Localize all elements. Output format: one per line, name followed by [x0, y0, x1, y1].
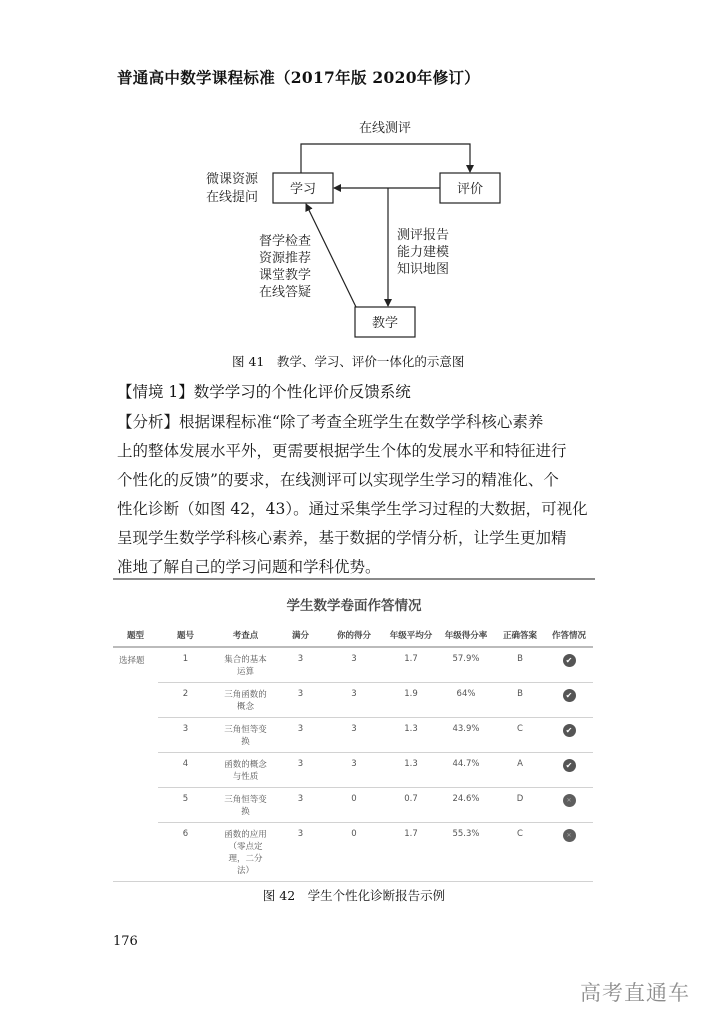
analysis-line: 上的整体发展水平外，更需要根据学生个体的发展水平和特征进行 [117, 442, 567, 460]
grade-rate-cell: 55.3% [437, 823, 495, 882]
online-assessment-arrow [301, 144, 470, 173]
grade-average-cell: 0.7 [385, 788, 437, 823]
figure-42-caption: 图 42 学生个性化诊断报告示例 [262, 888, 446, 903]
answer-status-cell [545, 718, 593, 753]
knowledge-point-line: 理，二分 [228, 854, 263, 864]
knowledge-point-line: 三角恒等变 [224, 795, 267, 805]
question-type-cell [113, 823, 158, 882]
knowledge-point-line: 换 [241, 807, 250, 817]
table-row [113, 683, 593, 718]
column-header: 题型 [113, 624, 158, 647]
knowledge-point-line: 运算 [236, 667, 254, 677]
column-header: 题号 [158, 624, 213, 647]
knowledge-point-line: 法） [236, 866, 254, 876]
learning-side-label-1: 微课资源 [206, 172, 259, 187]
your-score-cell: 0 [323, 788, 385, 823]
report-title: 学生数学卷面作答情况 [286, 598, 422, 614]
your-score-cell: 3 [323, 647, 385, 683]
knowledge-point-line: 三角函数的 [224, 690, 267, 700]
knowledge-point-cell [213, 753, 278, 788]
question-type-cell [113, 753, 158, 788]
column-header: 正确答案 [495, 624, 545, 647]
correct-answer-cell: B [495, 683, 545, 718]
analysis-line: 性化诊断（如图 42，43）。通过采集学生学习过程的大数据，可视化 [117, 500, 588, 518]
grade-average-cell: 1.9 [385, 683, 437, 718]
column-header: 年级平均分 [385, 624, 437, 647]
teaching-to-learning-label-1: 督学检查 [259, 234, 312, 249]
knowledge-point-line: 与性质 [232, 772, 259, 782]
column-header: 你的得分 [323, 624, 385, 647]
online-assessment-label: 在线测评 [358, 121, 412, 136]
incorrect-icon: ✕ [563, 794, 576, 807]
knowledge-point-line: （零点定 [228, 842, 263, 852]
grade-average-cell: 1.7 [385, 823, 437, 882]
situation-label: 【情境 1】 [117, 383, 194, 401]
knowledge-point-cell [213, 823, 278, 882]
check-circle-icon: ✔ [563, 689, 576, 702]
question-type-cell: 选择题 [119, 656, 145, 666]
learning-node-label: 学习 [289, 182, 317, 197]
correct-answer-cell: C [495, 718, 545, 753]
column-header: 作答情况 [545, 624, 593, 647]
question-number-cell: 3 [158, 718, 213, 753]
teaching-learning-evaluation-diagram [0, 0, 719, 380]
analysis-line: 【分析】根据课程标准“除了考查全班学生在数学学科核心素养 [117, 413, 544, 431]
full-score-cell: 3 [278, 718, 323, 753]
table-row [113, 788, 593, 823]
teaching-node-label: 教学 [371, 316, 399, 331]
question-number-cell: 1 [158, 647, 213, 683]
answer-status-cell [545, 823, 593, 882]
table-row [113, 718, 593, 753]
evaluation-output-label-1: 测评报告 [397, 228, 450, 243]
question-type-cell [113, 718, 158, 753]
analysis-line: 个性化的反馈”的要求，在线测评可以实现学生学习的精准化、个 [117, 471, 559, 489]
correct-answer-cell: B [495, 647, 545, 683]
teaching-to-learning-label-4: 在线答疑 [259, 285, 312, 300]
column-header: 年级得分率 [437, 624, 495, 647]
analysis-paragraph [117, 408, 597, 582]
grade-rate-cell: 57.9% [437, 647, 495, 683]
figure-41-caption: 图 41 教学、学习、评价一体化的示意图 [232, 354, 465, 369]
grade-average-cell: 1.3 [385, 753, 437, 788]
table-row [113, 647, 593, 683]
knowledge-point-line: 概念 [236, 702, 254, 712]
knowledge-point-line: 换 [241, 737, 250, 747]
knowledge-point-line: 集合的基本 [224, 655, 267, 665]
grade-average-cell: 1.7 [385, 647, 437, 683]
analysis-line: 呈现学生数学学科核心素养，基于数据的学情分析，让学生更加精 [117, 529, 567, 547]
question-number-cell: 2 [158, 683, 213, 718]
table-row [113, 823, 593, 882]
answer-status-cell [545, 788, 593, 823]
question-number-cell: 5 [158, 788, 213, 823]
question-type-cell [113, 788, 158, 823]
page-header-title: 普通高中数学课程标准（2017年版 2020年修订） [117, 68, 480, 87]
full-score-cell: 3 [278, 647, 323, 683]
evaluation-output-label-3: 知识地图 [397, 262, 450, 277]
situation-heading [117, 380, 411, 402]
teaching-to-learning-label-2: 资源推荐 [259, 251, 312, 266]
knowledge-point-cell [213, 788, 278, 823]
your-score-cell: 3 [323, 753, 385, 788]
grade-rate-cell: 64% [437, 683, 495, 718]
knowledge-point-line: 函数的概念 [224, 760, 267, 770]
teaching-to-learning-arrow [306, 204, 356, 307]
knowledge-point-cell [213, 683, 278, 718]
full-score-cell: 3 [278, 753, 323, 788]
full-score-cell: 3 [278, 823, 323, 882]
question-number-cell: 4 [158, 753, 213, 788]
full-score-cell: 3 [278, 788, 323, 823]
your-score-cell: 3 [323, 718, 385, 753]
check-circle-icon: ✔ [563, 654, 576, 667]
check-circle-icon: ✔ [563, 759, 576, 772]
column-header: 考查点 [213, 624, 278, 647]
situation-text: 数学学习的个性化评价反馈系统 [193, 383, 411, 401]
knowledge-point-line: 函数的应用 [224, 830, 267, 840]
grade-rate-cell: 43.9% [437, 718, 495, 753]
page-number: 176 [113, 934, 138, 949]
question-type-cell [113, 683, 158, 718]
incorrect-icon: ✕ [563, 829, 576, 842]
knowledge-point-cell [213, 647, 278, 683]
answer-status-cell [545, 683, 593, 718]
question-number-cell: 6 [158, 823, 213, 882]
grade-rate-cell: 44.7% [437, 753, 495, 788]
learning-side-label-2: 在线提问 [206, 190, 259, 205]
answer-status-cell [545, 647, 593, 683]
answer-report-table [113, 624, 593, 882]
full-score-cell: 3 [278, 683, 323, 718]
your-score-cell: 3 [323, 683, 385, 718]
teaching-to-learning-label-3: 课堂教学 [259, 268, 312, 283]
knowledge-point-line: 三角恒等变 [224, 725, 267, 735]
answer-status-cell [545, 753, 593, 788]
correct-answer-cell: D [495, 788, 545, 823]
knowledge-point-cell [213, 718, 278, 753]
section-divider [113, 578, 595, 580]
table-row [113, 753, 593, 788]
check-circle-icon: ✔ [563, 724, 576, 737]
evaluation-output-label-2: 能力建模 [397, 245, 450, 260]
analysis-line: 准地了解自己的学习问题和学科优势。 [117, 558, 381, 576]
your-score-cell: 0 [323, 823, 385, 882]
correct-answer-cell: A [495, 753, 545, 788]
watermark: 高考直通车 [580, 981, 690, 1005]
correct-answer-cell: C [495, 823, 545, 882]
grade-rate-cell: 24.6% [437, 788, 495, 823]
column-header: 满分 [278, 624, 323, 647]
table-header-row [113, 624, 593, 647]
grade-average-cell: 1.3 [385, 718, 437, 753]
evaluation-node-label: 评价 [456, 182, 484, 197]
